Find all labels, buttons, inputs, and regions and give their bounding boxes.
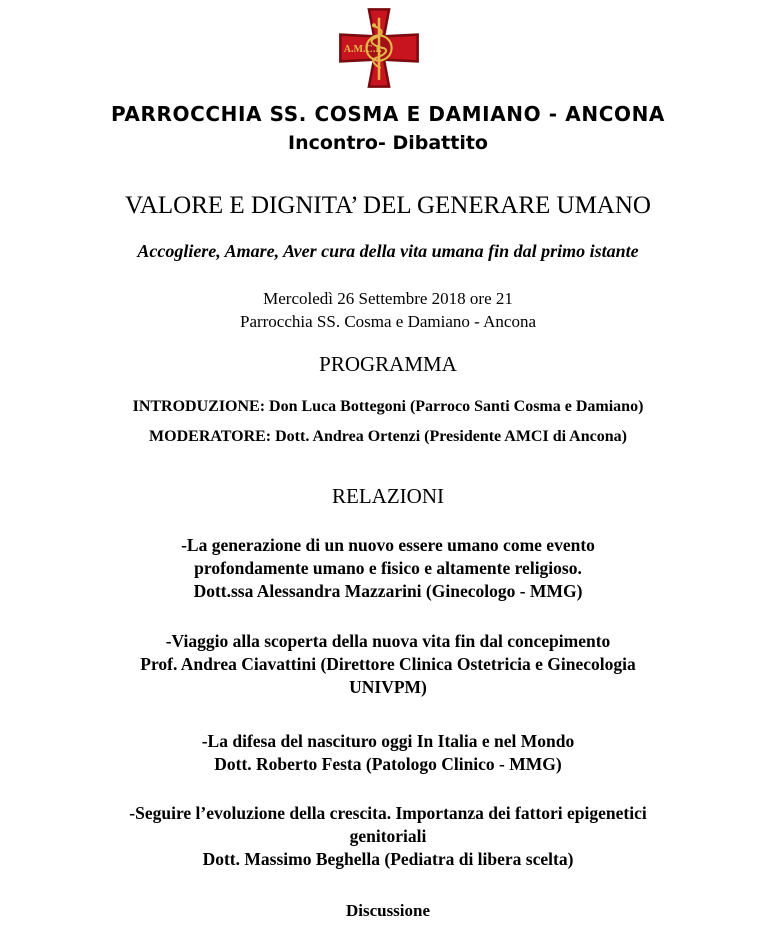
- talk-4: [0, 802, 776, 871]
- amci-cross-logo-icon: [337, 6, 421, 90]
- event-title: VALORE E DIGNITA’ DEL GENERARE UMANO: [125, 192, 651, 219]
- logo-lettering: A.M.C.I.: [343, 44, 382, 56]
- program-moderator: MODERATORE: Dott. Andrea Ortenzi (Presidente AMCI di Ancona): [149, 428, 627, 445]
- talk-speaker: Prof. Andrea Ciavattini (Direttore Clinica Ostetricia e Ginecologia: [140, 654, 636, 674]
- talk-3: [0, 730, 776, 776]
- talk-line: genitoriali: [349, 826, 427, 846]
- program-heading: PROGRAMMA: [319, 352, 457, 376]
- relazioni-heading: RELAZIONI: [332, 484, 444, 508]
- talk-speaker: Dott. Roberto Festa (Patologo Clinico - MMG): [214, 754, 562, 774]
- event-date: Mercoledì 26 Settembre 2018 ore 21: [263, 289, 513, 308]
- event-subtitle: Incontro- Dibattito: [288, 132, 488, 154]
- event-tagline: Accogliere, Amare, Aver cura della vita umana fin dal primo istante: [137, 241, 639, 261]
- talk-2: [0, 630, 776, 699]
- talk-line: -Viaggio alla scoperta della nuova vita fin dal concepimento: [165, 631, 611, 651]
- talk-line: -Seguire l’evoluzione della crescita. Importanza dei fattori epigenetici: [129, 803, 647, 823]
- event-location: Parrocchia SS. Cosma e Damiano - Ancona: [239, 312, 536, 331]
- talk-line: -La difesa del nascituro oggi In Italia e nel Mondo: [201, 731, 575, 751]
- discussion-label: Discussione: [345, 901, 431, 920]
- parish-name: PARROCCHIA SS. COSMA E DAMIANO - ANCONA: [111, 102, 665, 126]
- talk-line: -La generazione di un nuovo essere umano come evento: [181, 535, 595, 555]
- program-introduction: INTRODUZIONE: Don Luca Bottegoni (Parroco Santi Cosma e Damiano): [132, 398, 644, 415]
- talk-1: [0, 534, 776, 603]
- talk-speaker: Dott. Massimo Beghella (Pediatra di libera scelta): [202, 849, 574, 869]
- talk-speaker: UNIVPM): [349, 677, 427, 697]
- talk-speaker: Dott.ssa Alessandra Mazzarini (Ginecologo - MMG): [193, 581, 583, 601]
- talk-line: profondamente umano e fisico e altamente religioso.: [194, 558, 582, 578]
